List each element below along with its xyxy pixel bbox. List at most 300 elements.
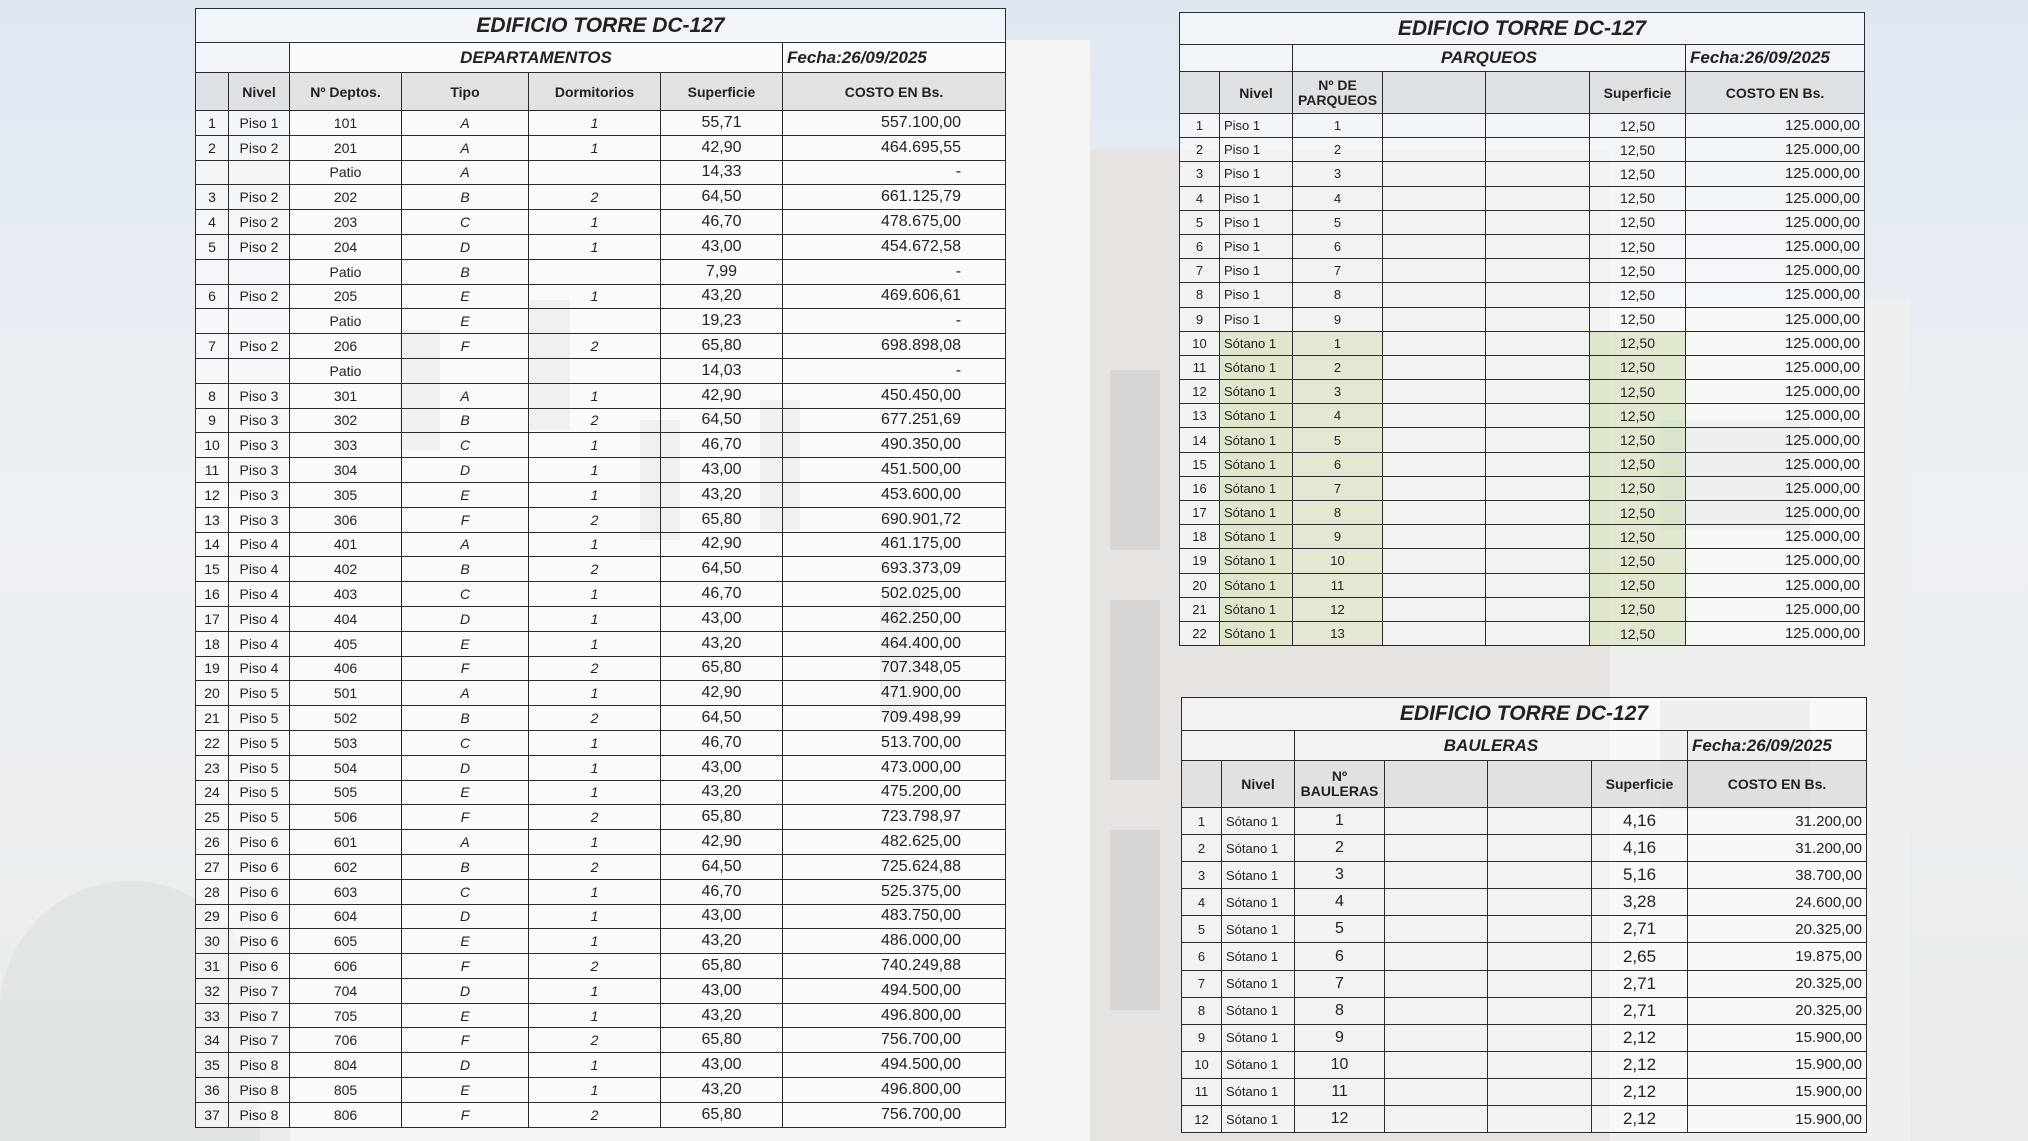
blank-cell (1488, 835, 1592, 862)
superficie-cell: 65,80 (661, 1028, 783, 1053)
number-cell: 5 (1295, 916, 1385, 943)
nivel-cell: Piso 3 (229, 458, 290, 483)
costo-cell: 38.700,00 (1688, 862, 1867, 889)
tipo-cell: D (402, 978, 529, 1003)
costo-cell: 756.700,00 (783, 1028, 1006, 1053)
costo-cell: 469.606,61 (783, 284, 1006, 309)
row-index: 10 (196, 433, 229, 458)
table-row (196, 681, 1006, 706)
costo-cell: 709.498,99 (783, 706, 1006, 731)
nivel-cell: Piso 1 (229, 111, 290, 136)
costo-cell: 125.000,00 (1686, 476, 1865, 500)
dormitorios-cell: 2 (529, 1028, 661, 1053)
blank-cell (1385, 1106, 1488, 1133)
superficie-cell: 43,20 (661, 631, 783, 656)
table-row (196, 1078, 1006, 1103)
superficie-cell: 43,20 (661, 284, 783, 309)
costo-cell: 15.900,00 (1688, 1078, 1867, 1105)
row-index: 28 (196, 879, 229, 904)
row-index: 21 (1180, 597, 1220, 621)
depto-number-cell: 404 (290, 606, 402, 631)
parqueos-table (1179, 12, 1865, 646)
number-cell: 6 (1293, 234, 1383, 258)
tipo-cell: C (402, 433, 529, 458)
nivel-cell: Piso 1 (1220, 259, 1293, 283)
depto-number-cell: 601 (290, 830, 402, 855)
costo-cell: 698.898,08 (783, 334, 1006, 359)
table-row (196, 854, 1006, 879)
table-row (1180, 501, 1865, 525)
row-index: 34 (196, 1028, 229, 1053)
table-row (1180, 138, 1865, 162)
blank-cell (1383, 114, 1486, 138)
dormitorios-cell: 1 (529, 383, 661, 408)
nivel-cell: Sótano 1 (1220, 597, 1293, 621)
table-row (1182, 1024, 1867, 1051)
costo-cell: 19.875,00 (1688, 943, 1867, 970)
header-parqueos: Nº DE PARQUEOS (1293, 72, 1383, 114)
table-row (1180, 380, 1865, 404)
dormitorios-cell: 2 (529, 656, 661, 681)
row-index: 8 (1180, 283, 1220, 307)
nivel-cell (229, 259, 290, 284)
blank-cell (1385, 889, 1488, 916)
nivel-cell: Piso 7 (229, 1003, 290, 1028)
costo-cell: 661.125,79 (783, 185, 1006, 210)
nivel-cell: Piso 1 (1220, 186, 1293, 210)
number-cell: 3 (1293, 380, 1383, 404)
depto-number-cell: 402 (290, 557, 402, 582)
depto-number-cell: 206 (290, 334, 402, 359)
blank-cell (1383, 525, 1486, 549)
blank-cell (1383, 501, 1486, 525)
nivel-cell: Sótano 1 (1220, 404, 1293, 428)
table-row (1180, 525, 1865, 549)
superficie-cell: 12,50 (1590, 452, 1686, 476)
costo-cell: 464.695,55 (783, 135, 1006, 160)
depto-number-cell: 504 (290, 755, 402, 780)
header-blank (1486, 72, 1590, 114)
depto-number-cell: 401 (290, 532, 402, 557)
dormitorios-cell (529, 160, 661, 185)
dormitorios-cell: 1 (529, 433, 661, 458)
table-row (196, 780, 1006, 805)
row-index: 1 (1180, 114, 1220, 138)
number-cell: 4 (1293, 186, 1383, 210)
depto-number-cell: 302 (290, 408, 402, 433)
tipo-cell: B (402, 185, 529, 210)
dormitorios-cell: 1 (529, 1078, 661, 1103)
row-index: 11 (1182, 1078, 1222, 1105)
nivel-cell: Sótano 1 (1220, 331, 1293, 355)
row-index: 7 (1180, 259, 1220, 283)
costo-cell: 20.325,00 (1688, 970, 1867, 997)
number-cell: 1 (1293, 331, 1383, 355)
row-index: 5 (1180, 210, 1220, 234)
costo-cell: 31.200,00 (1688, 808, 1867, 835)
nivel-cell: Piso 7 (229, 1028, 290, 1053)
depto-number-cell: 603 (290, 879, 402, 904)
superficie-cell: 12,50 (1590, 355, 1686, 379)
superficie-cell: 12,50 (1590, 549, 1686, 573)
superficie-cell: 43,00 (661, 904, 783, 929)
dormitorios-cell: 1 (529, 532, 661, 557)
dormitorios-cell: 2 (529, 1102, 661, 1127)
nivel-cell: Sótano 1 (1220, 573, 1293, 597)
costo-cell: 125.000,00 (1686, 597, 1865, 621)
number-cell: 8 (1293, 501, 1383, 525)
costo-cell: 125.000,00 (1686, 428, 1865, 452)
superficie-cell: 12,50 (1590, 138, 1686, 162)
parqueos-title: EDIFICIO TORRE DC-127 (1180, 13, 1865, 45)
dormitorios-cell: 1 (529, 830, 661, 855)
superficie-cell: 4,16 (1592, 835, 1688, 862)
superficie-cell: 12,50 (1590, 162, 1686, 186)
nivel-cell: Piso 4 (229, 532, 290, 557)
costo-cell: 677.251,69 (783, 408, 1006, 433)
parqueos-subtitle: PARQUEOS (1293, 45, 1686, 72)
nivel-cell: Piso 4 (229, 631, 290, 656)
costo-cell: - (783, 259, 1006, 284)
row-index (196, 160, 229, 185)
tipo-cell: C (402, 730, 529, 755)
superficie-cell: 43,00 (661, 755, 783, 780)
tipo-cell: B (402, 706, 529, 731)
superficie-cell: 42,90 (661, 135, 783, 160)
blank-cell (1486, 234, 1590, 258)
table-row (1182, 808, 1867, 835)
table-row (196, 706, 1006, 731)
costo-cell: 557.100,00 (783, 111, 1006, 136)
costo-cell: 496.800,00 (783, 1078, 1006, 1103)
number-cell: 5 (1293, 428, 1383, 452)
row-index: 15 (196, 557, 229, 582)
blank-cell (1488, 889, 1592, 916)
number-cell: 1 (1295, 808, 1385, 835)
row-index: 22 (1180, 621, 1220, 645)
dormitorios-cell: 1 (529, 1053, 661, 1078)
table-row (1182, 1078, 1867, 1105)
tipo-cell: C (402, 879, 529, 904)
tipo-cell: A (402, 383, 529, 408)
dormitorios-cell: 2 (529, 557, 661, 582)
nivel-cell: Sótano 1 (1222, 997, 1295, 1024)
superficie-cell: 2,71 (1592, 997, 1688, 1024)
superficie-cell: 12,50 (1590, 428, 1686, 452)
nivel-cell: Piso 1 (1220, 283, 1293, 307)
dormitorios-cell: 1 (529, 780, 661, 805)
number-cell: 10 (1295, 1051, 1385, 1078)
table-row (1180, 210, 1865, 234)
parqueos-date: Fecha:26/09/2025 (1686, 45, 1865, 72)
row-index: 5 (1182, 916, 1222, 943)
table-row (196, 334, 1006, 359)
costo-cell: 462.250,00 (783, 606, 1006, 631)
depto-number-cell: Patio (290, 259, 402, 284)
nivel-cell: Piso 6 (229, 929, 290, 954)
tipo-cell: D (402, 458, 529, 483)
nivel-cell: Sótano 1 (1222, 1078, 1295, 1105)
superficie-cell: 64,50 (661, 706, 783, 731)
row-index: 16 (196, 582, 229, 607)
blank-cell (1488, 943, 1592, 970)
row-index: 18 (196, 631, 229, 656)
row-index: 14 (1180, 428, 1220, 452)
nivel-cell: Sótano 1 (1222, 889, 1295, 916)
number-cell: 9 (1293, 307, 1383, 331)
table-row (196, 532, 1006, 557)
header-superficie: Superficie (1590, 72, 1686, 114)
superficie-cell: 12,50 (1590, 380, 1686, 404)
costo-cell: 15.900,00 (1688, 1051, 1867, 1078)
nivel-cell: Piso 4 (229, 582, 290, 607)
superficie-cell: 12,50 (1590, 573, 1686, 597)
costo-cell: 450.450,00 (783, 383, 1006, 408)
table-row (196, 805, 1006, 830)
superficie-cell: 12,50 (1590, 210, 1686, 234)
nivel-cell: Piso 7 (229, 978, 290, 1003)
depto-number-cell: 306 (290, 507, 402, 532)
tipo-cell: A (402, 135, 529, 160)
table-row (1182, 997, 1867, 1024)
table-row (196, 582, 1006, 607)
superficie-cell: 12,50 (1590, 501, 1686, 525)
costo-cell: 496.800,00 (783, 1003, 1006, 1028)
depto-number-cell: 304 (290, 458, 402, 483)
row-index: 31 (196, 954, 229, 979)
dormitorios-cell: 1 (529, 755, 661, 780)
header-nivel: Nivel (229, 73, 290, 111)
nivel-cell: Piso 8 (229, 1102, 290, 1127)
header-nivel: Nivel (1220, 72, 1293, 114)
blank-cell (1486, 525, 1590, 549)
dormitorios-cell (529, 358, 661, 383)
table-row (1182, 889, 1867, 916)
costo-cell: 486.000,00 (783, 929, 1006, 954)
header-index (1182, 761, 1222, 808)
depto-number-cell: 101 (290, 111, 402, 136)
blank-cell (1383, 283, 1486, 307)
number-cell: 7 (1293, 476, 1383, 500)
row-index: 12 (196, 482, 229, 507)
blank-cell (1486, 331, 1590, 355)
costo-cell: 475.200,00 (783, 780, 1006, 805)
superficie-cell: 64,50 (661, 408, 783, 433)
costo-cell: 125.000,00 (1686, 525, 1865, 549)
table-row (196, 954, 1006, 979)
blank-cell (1486, 452, 1590, 476)
superficie-cell: 64,50 (661, 854, 783, 879)
superficie-cell: 2,71 (1592, 916, 1688, 943)
costo-cell: 125.000,00 (1686, 331, 1865, 355)
row-index: 10 (1180, 331, 1220, 355)
row-index: 15 (1180, 452, 1220, 476)
table-row (196, 458, 1006, 483)
superficie-cell: 12,50 (1590, 525, 1686, 549)
table-row (1180, 355, 1865, 379)
row-index: 24 (196, 780, 229, 805)
blank-cell (1486, 573, 1590, 597)
number-cell: 4 (1295, 889, 1385, 916)
blank-cell (1383, 452, 1486, 476)
table-row (1180, 114, 1865, 138)
blank-cell (1385, 808, 1488, 835)
nivel-cell: Sótano 1 (1220, 428, 1293, 452)
tipo-cell: C (402, 582, 529, 607)
superficie-cell: 43,20 (661, 1078, 783, 1103)
number-cell: 7 (1295, 970, 1385, 997)
costo-cell: 125.000,00 (1686, 501, 1865, 525)
table-row (1180, 162, 1865, 186)
costo-cell: 451.500,00 (783, 458, 1006, 483)
costo-cell: 454.672,58 (783, 234, 1006, 259)
depto-number-cell: 502 (290, 706, 402, 731)
header-blank (1488, 761, 1592, 808)
superficie-cell: 2,12 (1592, 1051, 1688, 1078)
table-row (196, 284, 1006, 309)
dormitorios-cell (529, 259, 661, 284)
number-cell: 11 (1293, 573, 1383, 597)
depto-number-cell: 204 (290, 234, 402, 259)
nivel-cell: Sótano 1 (1220, 501, 1293, 525)
blank-cell (1383, 573, 1486, 597)
nivel-cell: Sótano 1 (1222, 808, 1295, 835)
blank-cell (1486, 186, 1590, 210)
dormitorios-cell: 2 (529, 408, 661, 433)
depto-number-cell: 605 (290, 929, 402, 954)
row-index: 3 (196, 185, 229, 210)
superficie-cell: 3,28 (1592, 889, 1688, 916)
superficie-cell: 42,90 (661, 532, 783, 557)
tipo-cell: C (402, 210, 529, 235)
blank-cell (1385, 970, 1488, 997)
tipo-cell: F (402, 954, 529, 979)
row-index (196, 259, 229, 284)
dormitorios-cell: 1 (529, 582, 661, 607)
tipo-cell: E (402, 929, 529, 954)
costo-cell: 20.325,00 (1688, 916, 1867, 943)
dormitorios-cell: 1 (529, 631, 661, 656)
bauleras-header-row (1182, 761, 1867, 808)
costo-cell: 690.901,72 (783, 507, 1006, 532)
dormitorios-cell (529, 309, 661, 334)
table-row (196, 1028, 1006, 1053)
costo-cell: 525.375,00 (783, 879, 1006, 904)
depto-number-cell: 203 (290, 210, 402, 235)
nivel-cell: Piso 1 (1220, 138, 1293, 162)
blank-cell (1486, 283, 1590, 307)
superficie-cell: 12,50 (1590, 186, 1686, 210)
superficie-cell: 42,90 (661, 681, 783, 706)
departamentos-date: Fecha:26/09/2025 (783, 43, 1006, 73)
nivel-cell: Piso 6 (229, 904, 290, 929)
row-index: 29 (196, 904, 229, 929)
superficie-cell: 64,50 (661, 557, 783, 582)
blank-cell (1488, 1106, 1592, 1133)
bauleras-subtitle: BAULERAS (1295, 731, 1688, 761)
tipo-cell: F (402, 1102, 529, 1127)
superficie-cell: 2,12 (1592, 1024, 1688, 1051)
depto-number-cell: Patio (290, 358, 402, 383)
nivel-cell: Piso 1 (1220, 162, 1293, 186)
costo-cell: 725.624,88 (783, 854, 1006, 879)
blank-cell (1486, 501, 1590, 525)
superficie-cell: 65,80 (661, 1102, 783, 1127)
row-index: 18 (1180, 525, 1220, 549)
row-index: 2 (196, 135, 229, 160)
row-index: 6 (1180, 234, 1220, 258)
table-row (1182, 862, 1867, 889)
blank-cell (1486, 549, 1590, 573)
header-bauleras: Nº BAULERAS (1295, 761, 1385, 808)
costo-cell: 461.175,00 (783, 532, 1006, 557)
number-cell: 2 (1293, 138, 1383, 162)
table-row (196, 730, 1006, 755)
costo-cell: 125.000,00 (1686, 138, 1865, 162)
number-cell: 3 (1293, 162, 1383, 186)
table-row (196, 309, 1006, 334)
row-index: 17 (196, 606, 229, 631)
blank-cell (1383, 621, 1486, 645)
superficie-cell: 65,80 (661, 334, 783, 359)
nivel-cell: Sótano 1 (1220, 549, 1293, 573)
costo-cell: 125.000,00 (1686, 380, 1865, 404)
blank-cell (1383, 428, 1486, 452)
row-index: 20 (1180, 573, 1220, 597)
row-index: 26 (196, 830, 229, 855)
nivel-cell: Sótano 1 (1222, 835, 1295, 862)
costo-cell: 15.900,00 (1688, 1106, 1867, 1133)
nivel-cell: Piso 5 (229, 755, 290, 780)
superficie-cell: 12,50 (1590, 234, 1686, 258)
superficie-cell: 43,00 (661, 978, 783, 1003)
tipo-cell: E (402, 1003, 529, 1028)
blank-cell (1383, 307, 1486, 331)
costo-cell: 471.900,00 (783, 681, 1006, 706)
table-row (1182, 1051, 1867, 1078)
row-index: 21 (196, 706, 229, 731)
costo-cell: 125.000,00 (1686, 573, 1865, 597)
table-row (1182, 970, 1867, 997)
costo-cell: 125.000,00 (1686, 404, 1865, 428)
superficie-cell: 2,65 (1592, 943, 1688, 970)
row-index: 13 (196, 507, 229, 532)
superficie-cell: 42,90 (661, 830, 783, 855)
blank-cell (1486, 138, 1590, 162)
nivel-cell: Piso 1 (1220, 210, 1293, 234)
bauleras-date: Fecha:26/09/2025 (1688, 731, 1867, 761)
costo-cell: 125.000,00 (1686, 307, 1865, 331)
table-row (1180, 307, 1865, 331)
nivel-cell: Piso 8 (229, 1078, 290, 1103)
row-index: 9 (1182, 1024, 1222, 1051)
blank-cell (1488, 1051, 1592, 1078)
number-cell: 6 (1295, 943, 1385, 970)
table-row (1182, 916, 1867, 943)
nivel-cell: Piso 5 (229, 681, 290, 706)
costo-cell: 125.000,00 (1686, 621, 1865, 645)
dormitorios-cell: 1 (529, 135, 661, 160)
row-index: 2 (1180, 138, 1220, 162)
header-nivel: Nivel (1222, 761, 1295, 808)
dormitorios-cell: 1 (529, 606, 661, 631)
header-costo: COSTO EN Bs. (1688, 761, 1867, 808)
number-cell: 6 (1293, 452, 1383, 476)
table-row (196, 383, 1006, 408)
table-row (196, 507, 1006, 532)
number-cell: 12 (1293, 597, 1383, 621)
table-row (196, 135, 1006, 160)
